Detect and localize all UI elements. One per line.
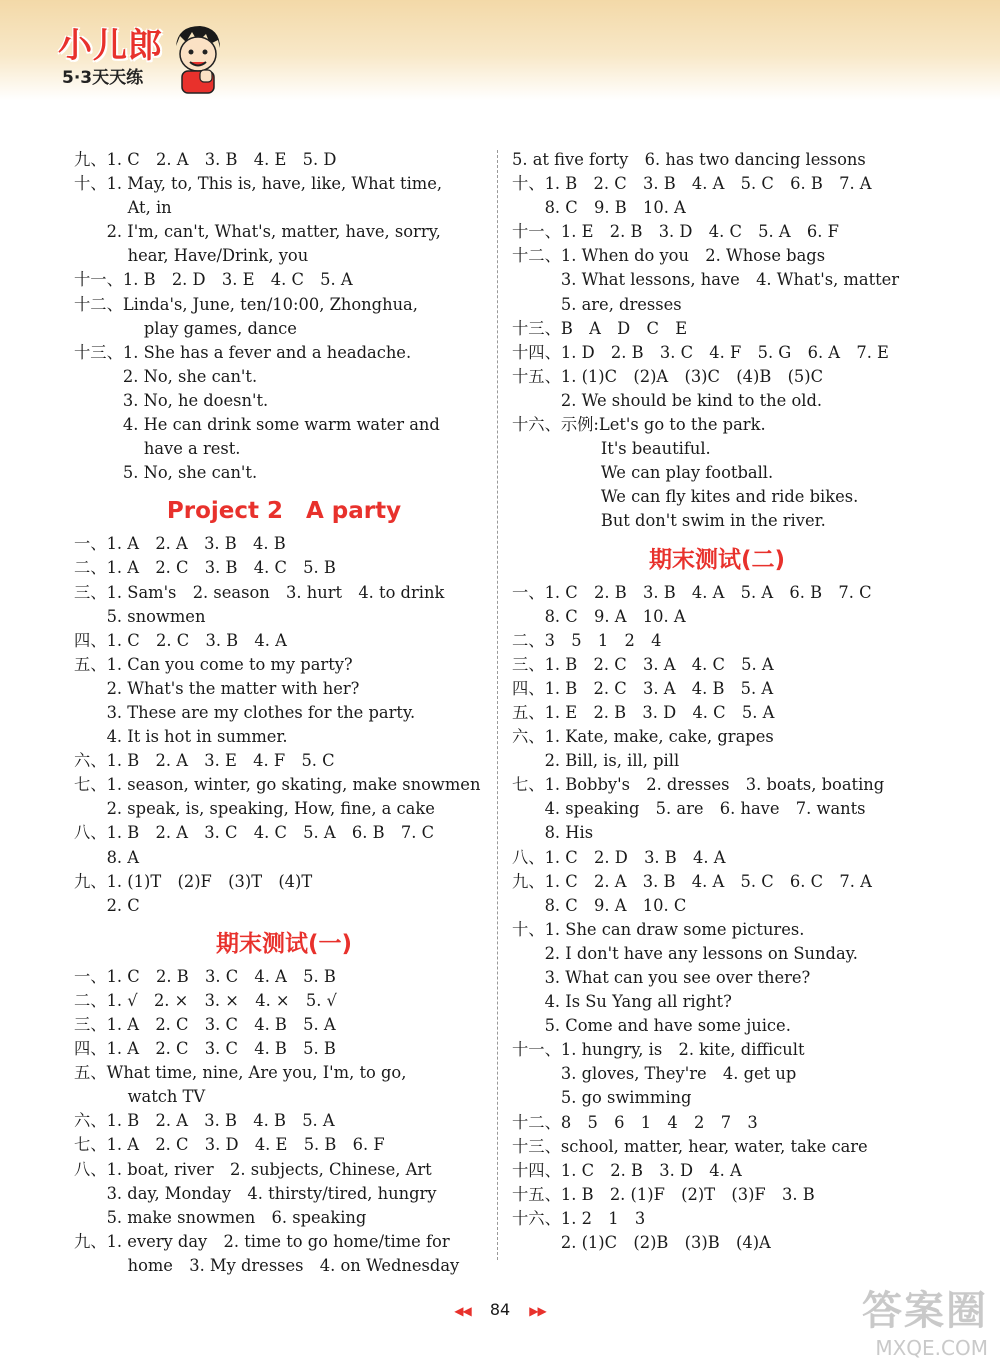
question-number: 一、	[512, 582, 545, 602]
brand-logo	[58, 18, 163, 88]
watermark	[862, 1279, 988, 1360]
answer-line: 5. are, dresses	[560, 294, 682, 314]
answer-row	[512, 653, 922, 677]
question-number: 五、	[74, 1063, 107, 1083]
question-number: 九、	[74, 871, 107, 891]
question-number: 一、	[74, 966, 107, 986]
answer-row	[74, 989, 484, 1013]
answer-line: 1. E 2. B 3. D 4. C 5. A	[544, 702, 775, 722]
answer-line: home 3. My dresses 4. on Wednesday	[127, 1255, 460, 1275]
answer-body	[561, 1183, 922, 1207]
answer-body	[561, 1207, 922, 1255]
answer-line: 8 5 6 1 4 2 7 3	[560, 1112, 758, 1132]
heading-final-test-1: 期末测试(一)	[215, 930, 353, 957]
question-number: 七、	[512, 775, 545, 795]
answer-row	[74, 556, 484, 580]
answer-row	[512, 918, 922, 1038]
question-number: 十五、	[512, 366, 561, 386]
answer-row	[512, 773, 922, 845]
question-number: 七、	[74, 775, 107, 795]
answer-body	[545, 629, 922, 653]
answer-row	[74, 268, 484, 292]
question-number: 九、	[512, 871, 545, 891]
answer-line: 5. Come and have some juice.	[544, 1016, 791, 1036]
answer-line: 1. B 2. A 3. C 4. C 5. A 6. B 7. C	[106, 823, 435, 843]
answer-row	[74, 341, 484, 486]
answer-body	[107, 1109, 484, 1133]
answer-line: 8. C 9. B 10. A	[544, 198, 686, 218]
answer-line: hear, Have/Drink, you	[127, 246, 309, 266]
answer-line: We can fly kites and ride bikes.	[600, 487, 859, 507]
question-number: 三、	[74, 1015, 107, 1034]
answer-line: 1. (1)T (2)F (3)T (4)T	[106, 871, 313, 891]
answer-line: 5. go swimming	[560, 1088, 692, 1108]
answer-body	[107, 581, 484, 629]
answer-line: 1. Sam's 2. season 3. hurt 4. to drink	[106, 582, 445, 602]
question-number: 四、	[512, 678, 545, 698]
answer-line: 5. make snowmen 6. speaking	[106, 1207, 367, 1227]
answer-line: 1. A 2. A 3. B 4. B	[106, 534, 286, 554]
heading-final-test-2: 期末测试(二)	[648, 546, 786, 573]
answer-line: 1. B 2. A 3. B 4. B 5. A	[106, 1111, 335, 1131]
answer-row	[512, 365, 922, 413]
footer-right-arrows: ▶▶	[529, 1304, 546, 1318]
answer-row	[74, 629, 484, 653]
answer-body	[545, 172, 922, 220]
answer-line: 2. speak, is, speaking, How, fine, a cake	[106, 799, 435, 819]
answer-line: 5. snowmen	[106, 606, 206, 626]
question-number: 七、	[74, 1135, 107, 1155]
answer-line: 5. at five forty 6. has two dancing lessons	[512, 150, 866, 169]
answer-line: 1. √ 2. × 3. × 4. × 5. √	[106, 990, 337, 1010]
answer-line: 1. B 2. A 3. E 4. F 5. C	[106, 751, 335, 771]
answer-line: 3. day, Monday 4. thirsty/tired, hungry	[106, 1183, 437, 1203]
answer-line: 1. B 2. (1)F (2)T (3)F 3. B	[560, 1184, 815, 1204]
question-number: 十一、	[512, 222, 561, 242]
question-number: 十一、	[74, 270, 123, 290]
question-number: 十四、	[512, 342, 561, 362]
answer-body	[545, 653, 922, 677]
answer-line: Linda's, June, ten/10:00, Zhonghua,	[122, 294, 418, 314]
footer-left-arrows: ◀◀	[454, 1304, 471, 1318]
watermark-top: 答案圈	[862, 1288, 988, 1334]
answer-body	[545, 918, 922, 1038]
answer-line: 8. C 9. A 10. C	[544, 895, 687, 915]
answer-line: 8. C 9. A 10. A	[544, 606, 686, 626]
answer-line: 2. (1)C (2)B (3)B (4)A	[560, 1233, 771, 1253]
answer-line: 4. He can drink some warm water and	[122, 415, 440, 435]
question-number: 十三、	[74, 342, 123, 362]
answer-body	[561, 1111, 922, 1135]
answer-body	[107, 653, 484, 749]
answer-row	[512, 701, 922, 725]
answer-line: 1. 2 1 3	[560, 1208, 646, 1228]
answer-body	[107, 1061, 484, 1109]
question-number: 五、	[512, 702, 545, 722]
answer-row	[74, 581, 484, 629]
answer-line: 2. No, she can't.	[122, 366, 258, 386]
answer-line: 1. C 2. B 3. C 4. A 5. B	[106, 966, 336, 986]
answer-line: 1. hungry, is 2. kite, difficult	[560, 1040, 805, 1060]
answer-line: 2. We should be kind to the old.	[560, 390, 823, 410]
question-number: 九、	[74, 1231, 107, 1251]
answer-body	[561, 220, 922, 244]
answer-line: 3. gloves, They're 4. get up	[560, 1064, 797, 1084]
answer-line: 3. What can you see over there?	[544, 968, 811, 987]
question-number: 八、	[74, 823, 107, 843]
question-number: 五、	[74, 654, 107, 674]
answer-body	[107, 989, 484, 1013]
brand-title: 小儿郎	[58, 26, 163, 66]
answer-line: It's beautiful.	[600, 439, 711, 459]
answer-line: 1. C 2. B 3. D 4. A	[560, 1160, 742, 1180]
answer-body	[512, 148, 922, 172]
answer-row	[74, 148, 484, 172]
answer-line: school, matter, hear, water, take care	[560, 1136, 868, 1156]
answer-line: 3 5 1 2 4	[544, 630, 662, 650]
answer-line: 8. A	[106, 847, 140, 867]
question-number: 十、	[74, 174, 107, 194]
answer-row	[74, 293, 484, 341]
answer-body	[107, 749, 484, 773]
answer-row	[74, 1037, 484, 1061]
answer-body	[123, 341, 484, 486]
question-number: 二、	[512, 630, 545, 650]
answer-body	[561, 365, 922, 413]
question-number: 三、	[512, 654, 545, 674]
question-number: 六、	[74, 1111, 107, 1131]
answer-row	[512, 846, 922, 870]
answer-body	[123, 268, 484, 292]
answer-line: 1. E 2. B 3. D 4. C 5. A 6. F	[560, 222, 839, 242]
answer-line: 示例:Let's go to the park.	[560, 415, 766, 435]
answer-line: We can play football.	[600, 463, 774, 483]
left-section-unit-review	[74, 148, 484, 485]
answer-body	[107, 1037, 484, 1061]
question-number: 二、	[74, 558, 107, 578]
answer-line: 2. What's the matter with her?	[106, 678, 360, 698]
answer-row	[74, 1061, 484, 1109]
question-number: 一、	[74, 534, 107, 554]
answer-line: 1. A 2. C 3. C 4. B 5. A	[106, 1015, 336, 1034]
answer-line: B A D C E	[560, 318, 688, 338]
answer-row	[512, 341, 922, 365]
answer-row	[74, 965, 484, 989]
answer-line: 2. Bill, is, ill, pill	[544, 751, 680, 771]
answer-line: 1. She has a fever and a headache.	[122, 342, 412, 362]
answer-line: 1. May, to, This is, have, like, What time,	[106, 174, 443, 194]
answer-line: 1. B 2. C 3. A 4. B 5. A	[544, 678, 774, 698]
question-number: 十、	[512, 174, 545, 194]
question-number: 四、	[74, 1039, 107, 1059]
answer-line: 5. No, she can't.	[122, 463, 258, 483]
answer-line: 8. His	[544, 823, 594, 843]
answer-line: 1. C 2. C 3. B 4. A	[106, 630, 287, 650]
answer-body	[545, 581, 922, 629]
answer-body	[107, 773, 484, 821]
answer-line: 1. B 2. D 3. E 4. C 5. A	[122, 270, 353, 290]
answer-body	[561, 1038, 922, 1110]
answer-body	[545, 725, 922, 773]
answer-body	[107, 148, 484, 172]
question-number: 十、	[512, 919, 545, 939]
question-number: 二、	[74, 990, 107, 1010]
answer-row	[512, 725, 922, 773]
answer-row	[74, 773, 484, 821]
answer-row	[512, 581, 922, 629]
answer-row	[74, 749, 484, 773]
answer-line: 1. A 2. C 3. C 4. B 5. B	[106, 1039, 336, 1059]
answer-body	[107, 965, 484, 989]
answer-row	[74, 1158, 484, 1230]
answer-line: 1. When do you 2. Whose bags	[560, 246, 826, 266]
question-number: 十二、	[512, 1112, 561, 1132]
answer-line: 1. C 2. B 3. B 4. A 5. A 6. B 7. C	[544, 582, 872, 602]
answer-line: play games, dance	[143, 318, 297, 338]
answer-body	[561, 244, 922, 316]
answer-body	[107, 1158, 484, 1230]
answer-row	[512, 870, 922, 918]
answer-line: 3. These are my clothes for the party.	[106, 702, 416, 722]
answer-row	[74, 1109, 484, 1133]
answer-body	[545, 701, 922, 725]
answer-line: have a rest.	[143, 439, 241, 459]
answer-body	[561, 341, 922, 365]
answer-line: 3. No, he doesn't.	[122, 390, 269, 410]
answer-line: 1. She can draw some pictures.	[544, 919, 805, 939]
question-number: 六、	[512, 727, 545, 747]
right-section-continued	[512, 148, 922, 534]
left-section-final-test-1	[74, 965, 484, 1278]
answer-line: 2. I'm, can't, What's, matter, have, sorry,	[106, 222, 441, 242]
answer-line: 1. B 2. C 3. A 4. C 5. A	[544, 654, 774, 674]
answer-line: 1. A 2. C 3. D 4. E 5. B 6. F	[106, 1135, 385, 1155]
page-footer	[0, 1300, 1000, 1319]
answer-body	[107, 1013, 484, 1037]
answer-body	[107, 556, 484, 580]
answer-body	[545, 773, 922, 845]
brand-series: 5·3天天练	[62, 68, 144, 88]
question-number: 十二、	[512, 246, 561, 266]
answer-line: 1. boat, river 2. subjects, Chinese, Art	[106, 1159, 432, 1179]
answer-body	[545, 846, 922, 870]
heading-project-2: Project 2 A party	[166, 498, 402, 525]
answer-row	[512, 1207, 922, 1255]
answer-line: 4. It is hot in summer.	[106, 727, 288, 747]
answer-row	[74, 532, 484, 556]
answer-row	[512, 677, 922, 701]
left-section-project-2	[74, 532, 484, 918]
answer-line: 4. Is Su Yang all right?	[544, 992, 732, 1012]
answer-line: watch TV	[127, 1087, 206, 1107]
answer-row	[74, 870, 484, 918]
answer-row	[512, 1159, 922, 1183]
question-number: 十三、	[512, 318, 561, 338]
answer-line: 2. I don't have any lessons on Sunday.	[544, 943, 858, 963]
answer-row	[74, 1133, 484, 1157]
answer-line: At, in	[127, 198, 172, 218]
answer-line: 1. C 2. A 3. B 4. E 5. D	[106, 150, 337, 169]
question-number: 十二、	[74, 294, 123, 314]
answer-body	[107, 1133, 484, 1157]
answer-body	[561, 1135, 922, 1159]
right-section-final-test-2	[512, 581, 922, 1256]
page-number: 84	[489, 1300, 511, 1319]
answer-row	[512, 413, 922, 533]
answer-line: 1. B 2. C 3. B 4. A 5. C 6. B 7. A	[544, 174, 872, 194]
answer-line: 1. Can you come to my party?	[106, 654, 353, 674]
answer-row	[512, 244, 922, 316]
answer-body	[545, 870, 922, 918]
answer-row	[74, 172, 484, 268]
answer-row	[74, 821, 484, 869]
question-number: 八、	[512, 847, 545, 867]
right-column	[512, 148, 922, 1255]
answer-line: 1. C 2. D 3. B 4. A	[544, 847, 726, 867]
answer-row	[512, 1183, 922, 1207]
answer-body	[561, 413, 922, 533]
answer-line: 1. (1)C (2)A (3)C (4)B (5)C	[560, 366, 824, 386]
answer-body	[107, 172, 484, 268]
answer-row	[74, 1013, 484, 1037]
answer-line: 1. A 2. C 3. B 4. C 5. B	[106, 558, 336, 578]
question-number: 十一、	[512, 1040, 561, 1060]
answer-line: 1. D 2. B 3. C 4. F 5. G 6. A 7. E	[560, 342, 889, 362]
answer-body	[561, 317, 922, 341]
answer-line: 4. speaking 5. are 6. have 7. wants	[544, 799, 866, 819]
question-number: 六、	[74, 751, 107, 771]
question-number: 十六、	[512, 1208, 561, 1228]
answer-line: 1. season, winter, go skating, make snowmen	[106, 775, 481, 795]
column-divider	[497, 150, 498, 1260]
answer-row	[512, 148, 922, 172]
answer-body	[123, 293, 484, 341]
answer-row	[512, 172, 922, 220]
question-number: 十三、	[512, 1136, 561, 1156]
answer-row	[512, 1111, 922, 1135]
question-number: 四、	[74, 630, 107, 650]
answer-body	[107, 1230, 484, 1278]
answer-body	[545, 677, 922, 701]
question-number: 十六、	[512, 415, 561, 435]
answer-line: 3. What lessons, have 4. What's, matter	[560, 270, 900, 290]
answer-row	[512, 220, 922, 244]
answer-body	[107, 629, 484, 653]
question-number: 十五、	[512, 1184, 561, 1204]
answer-line: 1. Bobby's 2. dresses 3. boats, boating	[544, 775, 885, 795]
answer-line: 1. Kate, make, cake, grapes	[544, 727, 774, 747]
left-column	[74, 148, 484, 1278]
answer-line: 1. every day 2. time to go home/time for	[106, 1231, 450, 1251]
answer-row	[74, 1230, 484, 1278]
answer-row	[512, 1038, 922, 1110]
answer-body	[107, 532, 484, 556]
answer-line: But don't swim in the river.	[600, 511, 826, 531]
answer-body	[561, 1159, 922, 1183]
watermark-bottom: MXQE.COM	[875, 1336, 988, 1360]
answer-line: What time, nine, Are you, I'm, to go,	[106, 1063, 407, 1083]
answer-body	[107, 870, 484, 918]
question-number: 三、	[74, 582, 107, 602]
answer-row	[512, 317, 922, 341]
answer-body	[107, 821, 484, 869]
question-number: 十四、	[512, 1160, 561, 1180]
answer-row	[512, 629, 922, 653]
answer-line: 2. C	[106, 895, 140, 915]
answer-row	[74, 653, 484, 749]
mascot-boy-icon	[170, 22, 226, 100]
question-number: 九、	[74, 150, 107, 169]
question-number: 八、	[74, 1159, 107, 1179]
answer-line: 1. C 2. A 3. B 4. A 5. C 6. C 7. A	[544, 871, 872, 891]
answer-row	[512, 1135, 922, 1159]
